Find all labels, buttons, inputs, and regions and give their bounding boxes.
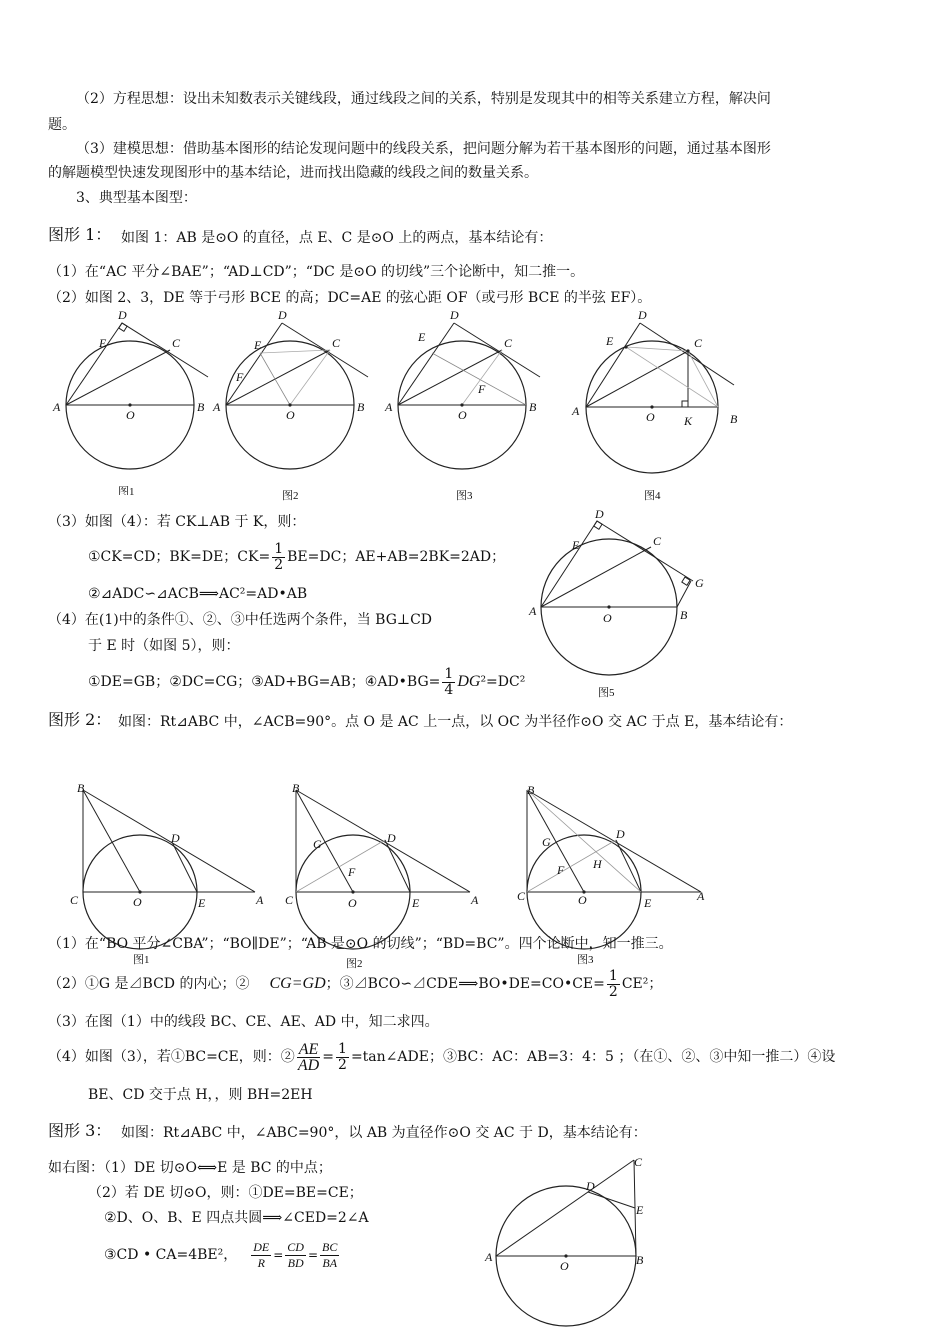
frac-den: 2 (608, 983, 618, 1000)
equals-sign: = (322, 1049, 335, 1065)
frac-num: DE (253, 1239, 270, 1254)
s2c2-text-b: ；③⊿BCO∽⊿CDE⟹BO•DE=CO•CE= (325, 976, 605, 992)
fraction-half-s2 (607, 969, 620, 1000)
svg-text:A: A (485, 1250, 493, 1264)
svg-text:O: O (603, 611, 612, 625)
svg-text:A: A (572, 404, 580, 418)
svg-text:A: A (471, 893, 479, 907)
shape1-conclusion-2: （2）如图 2、3，DE 等于弓形 BCE 的高；DC=AE 的弦心距 OF（或弓形 BCE 的半弦 EF）。 (48, 290, 652, 306)
svg-text:C: C (332, 336, 341, 350)
s2c4-text-b: =tan∠ADE；③BC：AC：AB=3：4：5 ；（在①、②、③中知一推二）④设 (350, 1049, 836, 1065)
svg-text:C: C (653, 534, 662, 548)
svg-text:F: F (348, 865, 356, 879)
svg-text:C: C (694, 336, 703, 350)
svg-text:B: B (680, 608, 688, 622)
shape1-figure-5 (525, 505, 715, 705)
shape3-intro: 如图：Rt⊿ABC 中，∠ABC=90°，以 AB 为直径作⊙O 交 AC 于 D，基本结论有： (121, 1125, 647, 1141)
paragraph-modeling-thought-1: （3）建模思想：借助基本图形的结论发现问题中的线段关系，把问题分解为若干基本图形的问题，通过基本图形 (76, 141, 771, 157)
s2c4-text-a: （4）如图（3），若①BC=CE，则：② (48, 1049, 295, 1065)
svg-text:C: C (285, 893, 294, 907)
shape1-conclusion-3-2: ②⊿ADC∽⊿ACB⟹AC²=AD•AB (88, 586, 308, 602)
shape1-intro: 如图 1：AB 是⊙O 的直径，点 E、C 是⊙O 上的两点，基本结论有： (121, 230, 553, 246)
frac-num: 1 (444, 665, 454, 682)
svg-text:B: B (357, 400, 365, 414)
equals-sign: = (307, 1248, 319, 1262)
shape1-conclusion-4b: 于 E 时（如图 5），则： (88, 638, 240, 654)
svg-text:E: E (418, 330, 426, 344)
svg-text:B: B (197, 400, 205, 414)
shape1-heading: 图形 1： (48, 225, 112, 244)
svg-text:E: E (572, 538, 580, 552)
fraction-ae-ad (297, 1042, 321, 1073)
shape1-conclusion-3: （3）如图（4）：若 CK⊥AB 于 K，则： (48, 514, 306, 530)
svg-text:D: D (450, 308, 459, 322)
shape1-conclusion-4a: （4）在(1)中的条件①、②、③中任选两个条件，当 BG⊥CD (48, 612, 433, 628)
svg-text:O: O (126, 408, 135, 422)
svg-text:D: D (586, 1179, 595, 1193)
caption-s2-fig1: 图1 (133, 954, 150, 966)
svg-text:G: G (313, 837, 322, 851)
s2c2-text-a: （2）①G 是⊿BCD 的内心；② (48, 976, 250, 992)
caption-fig4: 图4 (644, 490, 661, 502)
svg-text:F: F (478, 382, 486, 396)
shape3-conclusion-2: （2）若 DE 切⊙O，则：①DE=BE=CE； (88, 1185, 363, 1201)
shape1-conclusion-3-1 (88, 540, 505, 574)
shape1-figure-1 (50, 305, 220, 495)
svg-text:C: C (70, 893, 79, 907)
shape1-figure-2 (210, 305, 380, 505)
shape1-figure-4 (568, 305, 748, 505)
svg-text:D: D (387, 831, 396, 845)
equals-sign: = (273, 1248, 284, 1262)
svg-text:E: E (99, 336, 107, 350)
svg-text:O: O (286, 408, 295, 422)
svg-text:F: F (557, 863, 565, 877)
svg-text:E: E (636, 1203, 644, 1217)
svg-text:B: B (730, 412, 738, 426)
var-dg: DG (457, 673, 481, 690)
caption-fig3: 图3 (456, 490, 473, 502)
frac-den: 4 (444, 681, 454, 698)
svg-text:A: A (385, 400, 393, 414)
paragraph-modeling-thought-2: 的解题模型快速发现图形中的基本结论，进而找出隐藏的线段之间的数量关系。 (48, 165, 538, 181)
svg-text:D: D (118, 308, 127, 322)
shape2-conclusion-1: （1）在“BO 平分∠CBA”；“BO∥DE”；“AB 是⊙O 的切线”；“BD=BC”。四个论断中，知一推三。 (48, 936, 673, 952)
fraction-bc-ba (320, 1240, 339, 1271)
svg-text:C: C (634, 1155, 643, 1169)
frac-num: 1 (274, 540, 284, 557)
shape3-figure (480, 1150, 670, 1344)
shape2-conclusion-3: （3）在图（1）中的线段 BC、CE、AE、AD 中，知二求四。 (48, 1014, 439, 1030)
caption-fig1: 图1 (118, 486, 135, 495)
svg-text:B: B (527, 783, 535, 797)
s2c2-text-c: CE²； (621, 976, 663, 992)
frac-den: AD (297, 1056, 320, 1074)
svg-text:C: C (172, 336, 181, 350)
c3-1-text-b: BE=DC；AE+AB=2BK=2AD； (287, 549, 506, 565)
svg-text:D: D (171, 831, 180, 845)
fraction-de-r (251, 1240, 271, 1271)
shape3-conclusion-3: ②D、O、B、E 四点共圆⟹∠CED=2∠A (104, 1210, 369, 1226)
shape3-conclusion-4 (104, 1236, 341, 1274)
svg-text:D: D (278, 308, 287, 322)
svg-text:G: G (542, 835, 551, 849)
svg-text:K: K (684, 414, 693, 428)
shape2-conclusion-2 (48, 966, 662, 1002)
svg-text:O: O (578, 893, 587, 907)
svg-text:O: O (133, 895, 142, 909)
svg-text:B: B (529, 400, 537, 414)
s3c4-text-a: ③CD • CA=4BE²， (104, 1247, 238, 1263)
fraction-half (272, 542, 285, 573)
caption-s2-fig3: 图3 (577, 954, 594, 966)
svg-text:C: C (517, 889, 526, 903)
shape2-conclusion-4c: BE、CD 交于点 H，，则 BH=2EH (88, 1087, 313, 1103)
frac-den: 2 (338, 1056, 347, 1073)
frac-den: 2 (274, 556, 284, 573)
svg-text:H: H (593, 857, 602, 871)
svg-text:O: O (348, 896, 357, 910)
svg-text:C: C (504, 336, 513, 350)
c3-1-text-a: ①CK=CD；BK=DE；CK= (88, 549, 271, 565)
caption-fig5: 图5 (598, 687, 615, 699)
frac-num: 1 (608, 967, 618, 984)
frac-num: CD (287, 1239, 304, 1254)
svg-text:E: E (254, 338, 262, 352)
frac-num: 1 (338, 1040, 347, 1057)
svg-text:A: A (213, 400, 221, 414)
frac-den: BD (287, 1255, 304, 1270)
shape2-heading: 图形 2： (48, 710, 112, 729)
shape1-figure-3 (382, 305, 552, 505)
frac-den: BA (322, 1255, 338, 1270)
svg-text:A: A (529, 604, 537, 618)
frac-num: AE (298, 1040, 319, 1058)
svg-text:O: O (646, 410, 655, 424)
paragraph-equation-thought-2: 题。 (48, 117, 76, 133)
svg-text:E: E (606, 334, 614, 348)
shape3-conclusion-1: 如右图：（1）DE 切⊙O⟺E 是 BC 的中点； (48, 1160, 332, 1176)
svg-text:A: A (697, 889, 705, 903)
svg-text:E: E (198, 896, 206, 910)
svg-text:O: O (560, 1259, 569, 1273)
frac-den: R (257, 1255, 265, 1270)
svg-text:B: B (292, 781, 300, 795)
c4-1-text-b: ²=DC² (480, 674, 526, 690)
svg-text:D: D (616, 827, 625, 841)
frac-num: BC (322, 1239, 338, 1254)
section-typical-figures: 3、典型基本图型： (76, 190, 197, 206)
svg-text:E: E (644, 896, 652, 910)
var-cg-gd: CG=GD (269, 975, 326, 992)
svg-text:A: A (256, 893, 264, 907)
svg-text:B: B (636, 1253, 644, 1267)
fraction-quarter (442, 667, 455, 698)
paragraph-equation-thought-1: （2）方程思想：设出未知数表示关键线段，通过线段之间的关系，特别是发现其中的相等关系建立方程，解决问 (76, 91, 771, 107)
shape1-conclusion-4-1 (88, 662, 525, 702)
c4-1-text-a: ①DE=GB；②DC=CG；③AD+BG=AB；④AD•BG= (88, 674, 441, 690)
fraction-half-s2c4 (336, 1042, 349, 1073)
svg-text:D: D (595, 507, 604, 521)
svg-text:F: F (236, 370, 244, 384)
shape2-conclusion-4 (48, 1037, 835, 1077)
svg-text:O: O (458, 408, 467, 422)
fraction-cd-bd (285, 1240, 306, 1271)
svg-text:B: B (77, 781, 85, 795)
caption-s2-fig2: 图2 (346, 958, 363, 970)
shape2-intro: 如图：Rt⊿ABC 中，∠ACB=90°。点 O 是 AC 上一点，以 OC 为半径作⊙O 交 AC 于点 E，基本结论有： (118, 714, 793, 730)
shape1-conclusion-1: （1）在“AC 平分∠BAE”；“AD⊥CD”；“DC 是⊙O 的切线”三个论断中，知二推一。 (48, 264, 585, 280)
caption-fig2: 图2 (282, 490, 299, 502)
svg-text:D: D (638, 308, 647, 322)
shape3-heading: 图形 3： (48, 1121, 112, 1140)
svg-text:E: E (412, 896, 420, 910)
svg-text:A: A (53, 400, 61, 414)
svg-text:G: G (695, 576, 704, 590)
